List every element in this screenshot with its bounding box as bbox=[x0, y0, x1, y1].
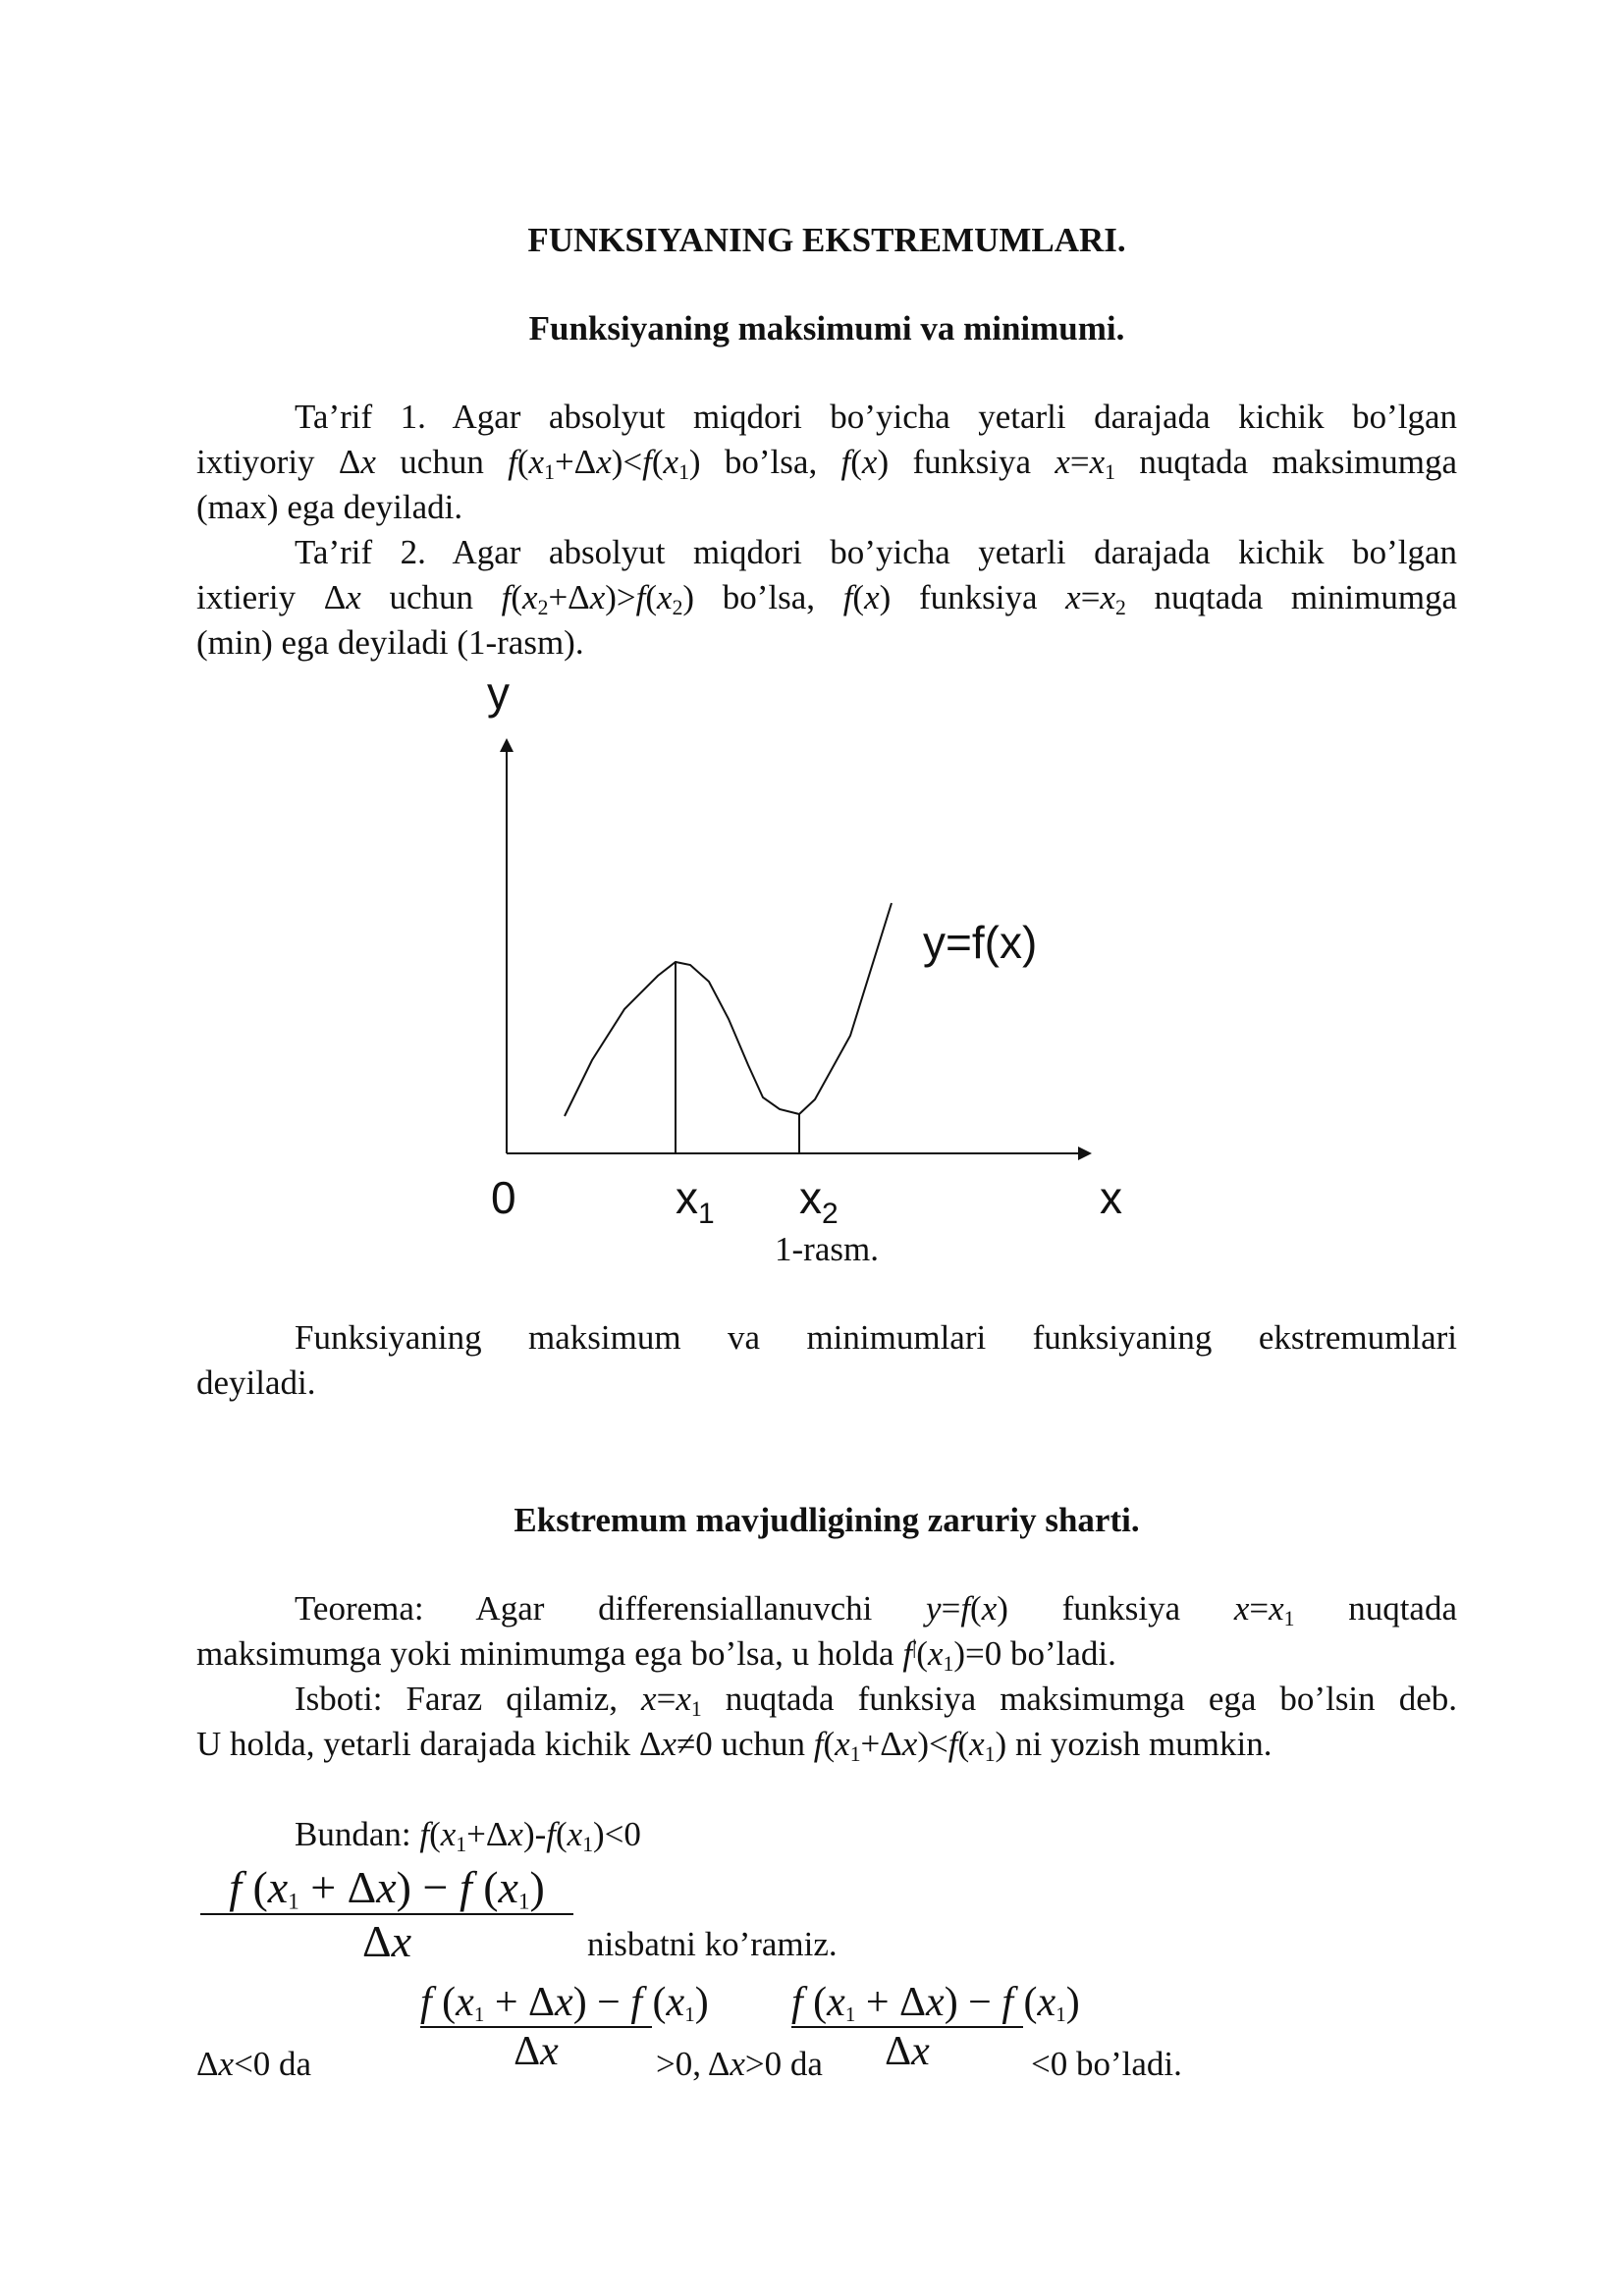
ratio-text: nisbatni ko’ramiz. bbox=[587, 1925, 838, 1963]
proof-line-2: U holda, yetarli darajada kichik Δx≠0 uchun $f(x_1+\Delta x)<f(x_1)$ ni yozish mumkin. bbox=[196, 1725, 1272, 1767]
proof-line-1: Isboti: Faraz qilamiz, $x=x_1$ nuqtada funksiya maksimumga ega bo’lsin deb. bbox=[295, 1680, 1457, 1722]
case-positive-fraction: f $(x_1 + \Delta x) - f$ $(x_1)$ Δx bbox=[791, 1980, 1080, 2074]
extrema-paragraph-line-2: deyiladi. bbox=[196, 1363, 316, 1402]
definition-2-line-2: ixtieriy Δx uchun $f(x_2+\Delta x)>f(x_2)$ bo’lsa, f(x) funksiya $x=x_2$ nuqtada minimumga bbox=[196, 578, 1458, 620]
section-heading-max-min: Funksiyaning maksimumi va minimumi. bbox=[528, 309, 1125, 347]
function-curve bbox=[565, 903, 892, 1116]
y-axis-label: y bbox=[487, 667, 510, 719]
x1-label: $x_1$ bbox=[676, 1172, 715, 1230]
y-axis-arrow bbox=[500, 738, 514, 752]
theorem-line-1: Teorema: Agar differensiallanuvchi y=f(x) funksiya $x=x_1$ nuqtada bbox=[295, 1589, 1457, 1631]
case-positive-label: >0, Δx>0 da bbox=[656, 2045, 823, 2083]
x-axis-label: x bbox=[1100, 1172, 1122, 1223]
theorem-line-2: maksimumga yoki minimumga ega bo’lsa, u holda $f^|(x_1)=0$ bo’ladi. bbox=[196, 1634, 1116, 1677]
definition-1-line-3: (max) ega deyiladi. bbox=[196, 488, 463, 526]
definition-2-line-3: (min) ega deyiladi (1-rasm). bbox=[196, 623, 584, 662]
x2-label: $x_2$ bbox=[799, 1172, 839, 1230]
page-title: FUNKSIYANING EKSTREMUMLARI. bbox=[527, 221, 1126, 259]
case-end-text: <0 bo’ladi. bbox=[1031, 2045, 1182, 2083]
difference-quotient-fraction: f $(x_1 + \Delta x) - f$ $(x_1)$ Δx bbox=[200, 1861, 573, 1967]
curve-label: y=f(x) bbox=[923, 917, 1038, 968]
origin-label: 0 bbox=[491, 1172, 516, 1223]
document-page bbox=[196, 0, 1457, 2296]
extrema-paragraph-line-1: Funksiyaning maksimum va minimumlari funksiyaning ekstremumlari bbox=[295, 1318, 1457, 1357]
case-negative-fraction: f $(x_1 + \Delta x) - f$ $(x_1)$ Δx bbox=[420, 1980, 709, 2074]
extremum-figure bbox=[196, 667, 1457, 1276]
section-heading-necessary-condition: Ekstremum mavjudligining zaruriy sharti. bbox=[514, 1501, 1140, 1539]
case-negative-label: Δx<0 da bbox=[196, 2045, 312, 2083]
definition-1-line-1: Ta’rif 1. Agar absolyut miqdori bo’yicha yetarli darajada kichik bo’lgan bbox=[295, 398, 1457, 436]
bundan-line: Bundan: $f(x_1+\Delta x)-f(x_1)<0$ bbox=[295, 1815, 641, 1857]
x-axis-arrow bbox=[1078, 1147, 1092, 1160]
definition-2-line-1: Ta’rif 2. Agar absolyut miqdori bo’yicha yetarli darajada kichik bo’lgan bbox=[295, 533, 1457, 571]
figure-caption: 1-rasm. bbox=[775, 1230, 879, 1268]
definition-1-line-2: ixtiyoriy Δx uchun $f(x_1+\Delta x)<f(x_1)$ bo’lsa, f(x) funksiya $x=x_1$ nuqtada maksimumga bbox=[196, 443, 1458, 485]
